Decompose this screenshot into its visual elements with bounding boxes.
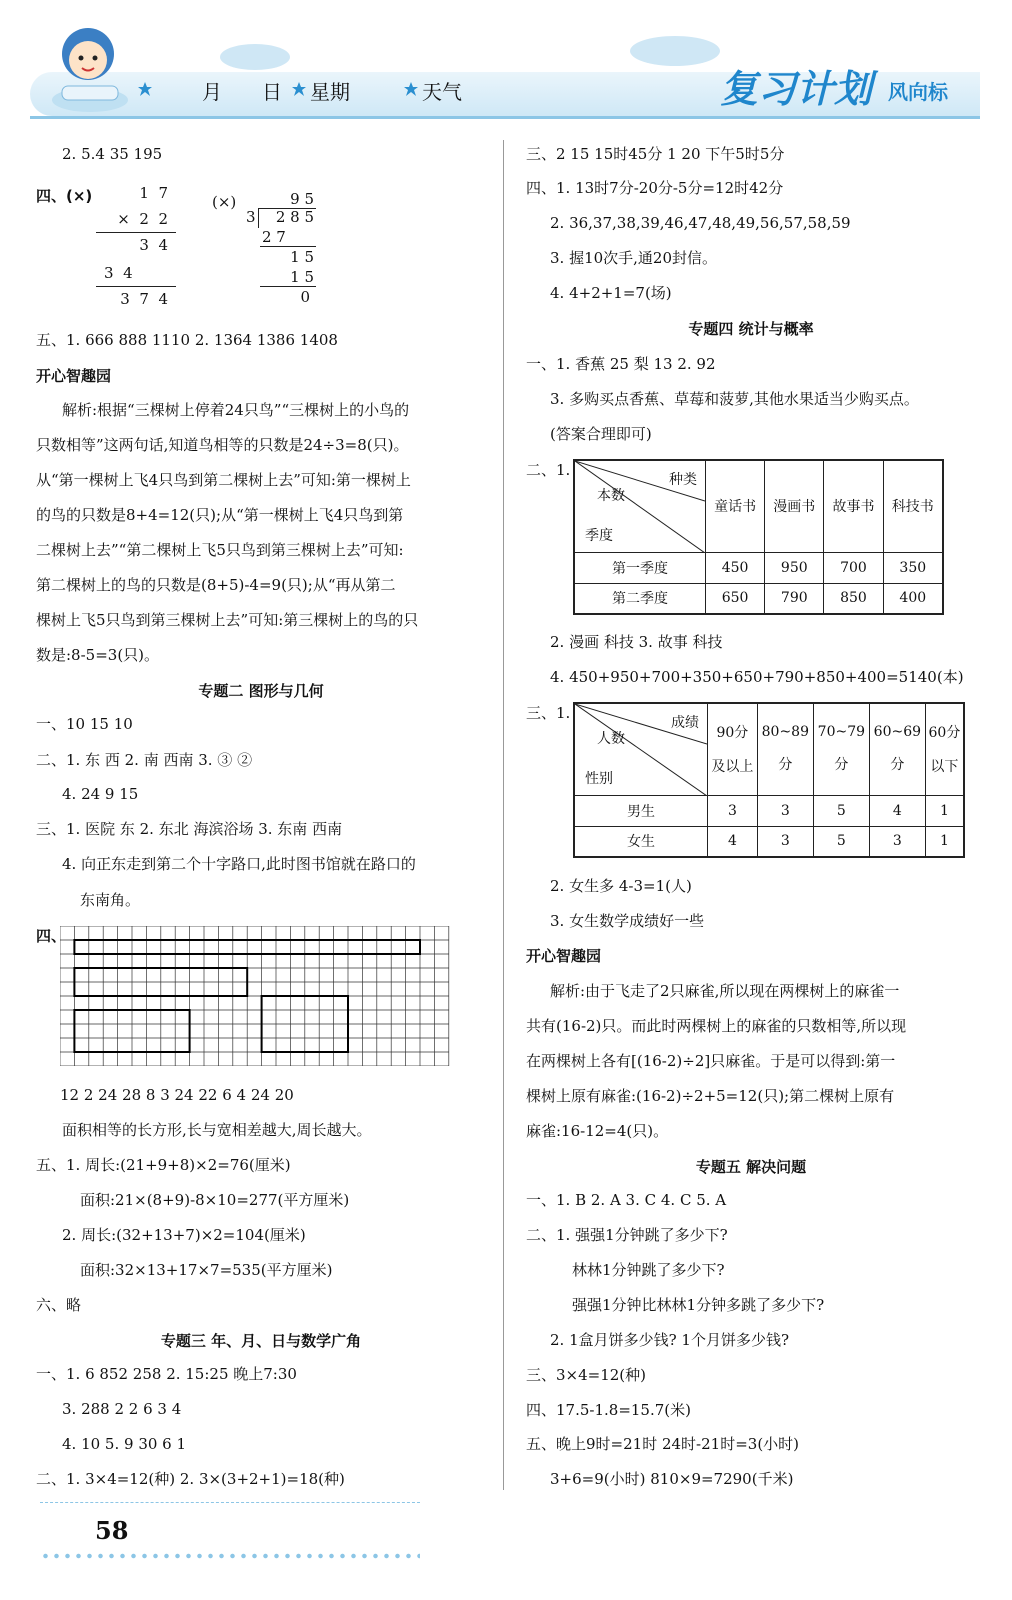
answer-line: 面积:21×(8+9)-8×10=277(平方厘米) (80, 1191, 350, 1209)
div-dividend: 2 8 5 (275, 208, 314, 226)
division-mark: (×) (212, 193, 237, 211)
table-row (574, 552, 943, 583)
explanation-line: 共有(16-2)只。而此时两棵树上的麻雀的只数相等,所以现 (526, 1017, 907, 1035)
explanation-line: 的鸟的只数是8+4=12(只);从“第一棵树上飞4只鸟到第 (36, 506, 404, 524)
mult-line: 3 4 (104, 264, 133, 282)
answer-line: 2. 女生多 4-3=1(人) (550, 877, 692, 895)
explanation-line: 棵树上飞5只鸟到第三棵树上去”可知:第三棵树上的鸟的只 (36, 611, 419, 629)
section-label: 四、(×) (36, 187, 93, 205)
table-cell: 1 (925, 795, 964, 826)
column-divider (503, 140, 504, 1490)
header-line: 90分 (716, 725, 749, 742)
answer-line: 二、1. 东 西 2. 南 西南 3. ③ ② (36, 751, 253, 769)
answer-line: 2. 5.4 35 195 (62, 145, 163, 163)
weather-label: 天气 (422, 80, 462, 104)
section-label: 三、1. (526, 704, 571, 722)
answer-line: 2. 周长:(32+13+7)×2=104(厘米) (62, 1226, 306, 1244)
star-icon (138, 82, 152, 96)
fun-title: 开心智趣园 (36, 367, 112, 385)
diag-top-label: 种类 (669, 472, 697, 488)
answer-line: 五、1. 周长:(21+9+8)×2=76(厘米) (36, 1156, 291, 1174)
explanation-line: 棵树上原有麻雀:(16-2)÷2+5=12(只);第二棵树上原有 (526, 1087, 895, 1105)
table-cell: 4 (869, 795, 925, 826)
header-line: 60~69 (873, 724, 922, 741)
diagonal-header-cell (574, 703, 708, 795)
table-cell: 650 (706, 583, 765, 614)
answer-line: 3. 女生数学成绩好一些 (550, 912, 705, 930)
cloud-decoration (220, 44, 290, 70)
table-cell: 5 (813, 795, 869, 826)
table-row (574, 583, 943, 614)
answer-line: 4. 24 9 15 (62, 785, 139, 803)
answer-line: 林林1分钟跳了多少下? (572, 1261, 725, 1279)
table-cell: 3 (757, 826, 813, 857)
table-cell: 1 (925, 826, 964, 857)
answer-line: 2. 1盒月饼多少钱? 1个月饼多少钱? (550, 1331, 790, 1349)
answer-line: 一、10 15 10 (36, 715, 133, 733)
table-cell: 450 (706, 552, 765, 583)
explanation-line: 麻雀:16-12=4(只)。 (526, 1122, 669, 1140)
column-header (869, 703, 925, 795)
answer-line: 五、晚上9时=21时 24时-21时=3(小时) (526, 1435, 800, 1453)
div-quotient: 9 5 (290, 190, 314, 208)
table-cell: 790 (765, 583, 824, 614)
answer-line: 二、1. 3×4=12(种) 2. 3×(3+2+1)=18(种) (36, 1470, 345, 1488)
answer-line: 强强1分钟比林林1分钟多跳了多少下? (572, 1296, 825, 1314)
mult-line: 3 7 4 (120, 290, 168, 308)
rectangle-grid-figure (60, 926, 450, 1066)
book-stats-table (573, 459, 944, 615)
table-cell: 950 (765, 552, 824, 583)
div-line: 1 5 (290, 268, 314, 286)
mult-line: × 2 2 (117, 210, 168, 228)
answer-line: (答案合理即可) (550, 425, 652, 443)
answer-line: 3. 288 2 2 6 3 4 (62, 1400, 182, 1418)
diag-mid-label: 本数 (597, 488, 625, 504)
brand-subtitle: 风向标 (888, 80, 948, 104)
section-label: 二、1. (526, 461, 571, 479)
answer-line: 面积:32×13+17×7=535(平方厘米) (80, 1261, 333, 1279)
explanation-line: 解析:由于飞走了2只麻雀,所以现在两棵树上的麻雀一 (550, 982, 900, 1000)
answer-line: 四、17.5-1.8=15.7(米) (526, 1401, 691, 1419)
answer-line: 2. 漫画 科技 3. 故事 科技 (550, 633, 723, 651)
column-header (708, 703, 758, 795)
answer-line: 4. 4+2+1=7(场) (550, 284, 672, 302)
explanation-line: 第二棵树上的鸟的只数是(8+5)-4=9(只);从“再从第二 (36, 576, 396, 594)
div-divisor: 3 (246, 208, 256, 226)
footer-dots (40, 1552, 420, 1560)
header-line: 60分 (928, 725, 961, 742)
header-divider (30, 116, 980, 119)
table-cell: 850 (824, 583, 883, 614)
header-line: 以下 (930, 759, 959, 776)
topic-title: 专题二 图形与几何 (198, 682, 324, 700)
star-icon (404, 82, 418, 96)
diag-top-label: 成绩 (671, 715, 699, 731)
div-line: 0 (300, 288, 310, 306)
diagonal-header-cell (574, 460, 706, 552)
page-header (30, 14, 980, 124)
topic-title: 专题三 年、月、日与数学广角 (160, 1332, 362, 1350)
footer-divider (40, 1502, 420, 1503)
table-cell: 5 (813, 826, 869, 857)
div-line: 1 5 (290, 248, 314, 266)
answer-line: 4. 向正东走到第二个十字路口,此时图书馆就在路口的 (62, 855, 416, 873)
explanation-line: 数是:8-5=3(只)。 (36, 646, 160, 664)
score-stats-table (573, 702, 965, 858)
answer-line: 2. 36,37,38,39,46,47,48,49,56,57,58,59 (550, 214, 851, 232)
table-cell: 350 (883, 552, 943, 583)
month-label: 月 (202, 80, 222, 104)
table-cell: 4 (708, 826, 758, 857)
header-line: 70~79 (817, 724, 866, 741)
diag-mid-label: 人数 (597, 731, 625, 747)
header-line: 80~89 (761, 724, 809, 741)
fun-title: 开心智趣园 (526, 947, 602, 965)
grid-conclusion: 面积相等的长方形,长与宽相差越大,周长越大。 (62, 1121, 372, 1139)
explanation-line: 解析:根据“三棵树上停着24只鸟”“三棵树上的小鸟的 (62, 401, 410, 419)
answer-line: 三、2 15 15时45分 1 20 下午5时5分 (526, 145, 785, 163)
column-header: 童话书 (706, 460, 765, 552)
answer-line: 4. 10 5. 9 30 6 1 (62, 1435, 187, 1453)
answer-line: 二、1. 强强1分钟跳了多少下? (526, 1226, 728, 1244)
column-header: 科技书 (883, 460, 943, 552)
column-header: 漫画书 (765, 460, 824, 552)
column-header: 故事书 (824, 460, 883, 552)
answer-line: 四、1. 13时7分-20分-5分=12时42分 (526, 179, 784, 197)
column-header (925, 703, 964, 795)
topic-title: 专题五 解决问题 (695, 1158, 807, 1176)
header-line: 分 (890, 757, 905, 774)
table-cell: 3 (869, 826, 925, 857)
table-cell: 400 (883, 583, 943, 614)
answer-line: 一、1. 香蕉 25 梨 13 2. 92 (526, 355, 716, 373)
row-header: 男生 (574, 795, 708, 826)
explanation-line: 二棵树上去”“第二棵树上飞5只鸟到第三棵树上去”可知: (36, 541, 404, 559)
explanation-line: 从“第一棵树上飞4只鸟到第二棵树上去”可知:第一棵树上 (36, 471, 411, 489)
header-line: 及以上 (711, 759, 754, 776)
explanation-line: 只数相等”这两句话,知道鸟相等的只数是24÷3=8(只)。 (36, 436, 409, 454)
mult-line: 3 4 (139, 236, 168, 254)
mult-line: 1 7 (139, 184, 168, 202)
girl-mascot-icon (40, 14, 140, 114)
table-cell: 3 (708, 795, 758, 826)
row-header: 第二季度 (574, 583, 706, 614)
div-line: 2 7 (262, 228, 286, 246)
row-header: 第一季度 (574, 552, 706, 583)
section-label: 四、 (36, 927, 67, 945)
column-header (813, 703, 869, 795)
grid-number-row: 12 2 24 28 8 3 24 22 6 4 24 20 (60, 1086, 294, 1104)
row-header: 女生 (574, 826, 708, 857)
answer-line: 3+6=9(小时) 810×9=7290(千米) (550, 1470, 794, 1488)
answer-line: 五、1. 666 888 1110 2. 1364 1386 1408 (36, 331, 338, 349)
cloud-decoration (630, 36, 720, 66)
answer-line: 六、略 (36, 1296, 82, 1314)
page-number: 58 (95, 1516, 129, 1545)
day-label: 日 (262, 80, 282, 104)
column-header (757, 703, 813, 795)
diag-bottom-label: 季度 (585, 528, 613, 544)
star-icon (292, 82, 306, 96)
table-cell: 700 (824, 552, 883, 583)
explanation-line: 在两棵树上各有[(16-2)÷2]只麻雀。于是可以得到:第一 (526, 1052, 896, 1070)
answer-line: 三、1. 医院 东 2. 东北 海滨浴场 3. 东南 西南 (36, 820, 343, 838)
table-row (574, 795, 964, 826)
table-cell: 3 (757, 795, 813, 826)
weekday-label: 星期 (310, 80, 350, 104)
table-row (574, 826, 964, 857)
answer-line: 东南角。 (80, 891, 141, 909)
answer-line: 3. 握10次手,通20封信。 (550, 249, 718, 267)
answer-line: 一、1. 6 852 258 2. 15:25 晚上7:30 (36, 1365, 297, 1383)
answer-line: 4. 450+950+700+350+650+790+850+400=5140(本) (550, 668, 964, 686)
answer-line: 3. 多购买点香蕉、草莓和菠萝,其他水果适当少购买点。 (550, 390, 919, 408)
header-line: 分 (778, 757, 793, 774)
answer-line: 三、3×4=12(种) (526, 1366, 647, 1384)
header-line: 分 (834, 757, 849, 774)
topic-title: 专题四 统计与概率 (688, 320, 814, 338)
brand-title: 复习计划 (720, 67, 873, 111)
diag-bottom-label: 性别 (585, 771, 613, 787)
answer-line: 一、1. B 2. A 3. C 4. C 5. A (526, 1191, 727, 1209)
